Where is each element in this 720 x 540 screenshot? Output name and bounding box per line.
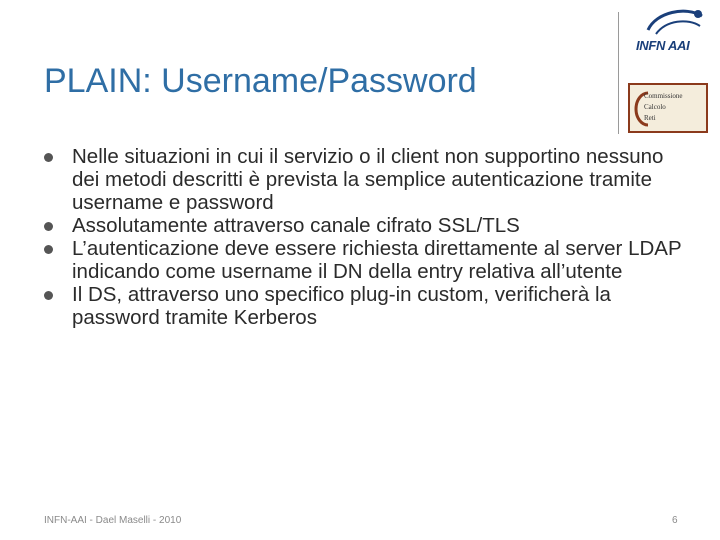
bullet-text: L’autenticazione deve essere richiesta direttamente al server LDAP indicando come username il DN della entry relativa all’utente (72, 237, 682, 283)
bullet-dot-icon (44, 153, 53, 162)
bullet-text: Il DS, attraverso uno specifico plug-in custom, verificherà la password tramite Kerberos (72, 283, 611, 329)
bullet-dot-icon (44, 222, 53, 231)
bullet-dot-icon (44, 245, 53, 254)
bullet-item (44, 283, 684, 329)
infn-aai-logo (632, 4, 716, 66)
infn-aai-brand-text: INFN AAI (636, 38, 690, 53)
ccr-logo (628, 83, 708, 133)
bullet-item (44, 237, 684, 283)
page-number: 6 (672, 515, 678, 526)
bullet-dot-icon (44, 291, 53, 300)
bullet-item (44, 214, 684, 237)
bullet-item (44, 145, 684, 214)
ccr-text (644, 91, 683, 124)
slide-title: PLAIN: Username/Password (44, 62, 477, 100)
ccr-line-1: Commissione (644, 92, 683, 100)
bullet-list (44, 140, 684, 329)
slide-footer: INFN-AAI - Dael Maselli - 2010 (44, 515, 182, 526)
bullet-text: Assolutamente attraverso canale cifrato SSL/TLS (72, 214, 520, 237)
header-divider (618, 12, 619, 134)
ccr-line-2: Calcolo (644, 103, 666, 111)
infn-swirl-icon (642, 4, 708, 40)
ccr-line-3: Reti (644, 114, 656, 122)
bullet-text: Nelle situazioni in cui il servizio o il client non supportino nessuno dei metodi descritti è prevista la semplice autenticazione tramite username e password (72, 145, 664, 214)
